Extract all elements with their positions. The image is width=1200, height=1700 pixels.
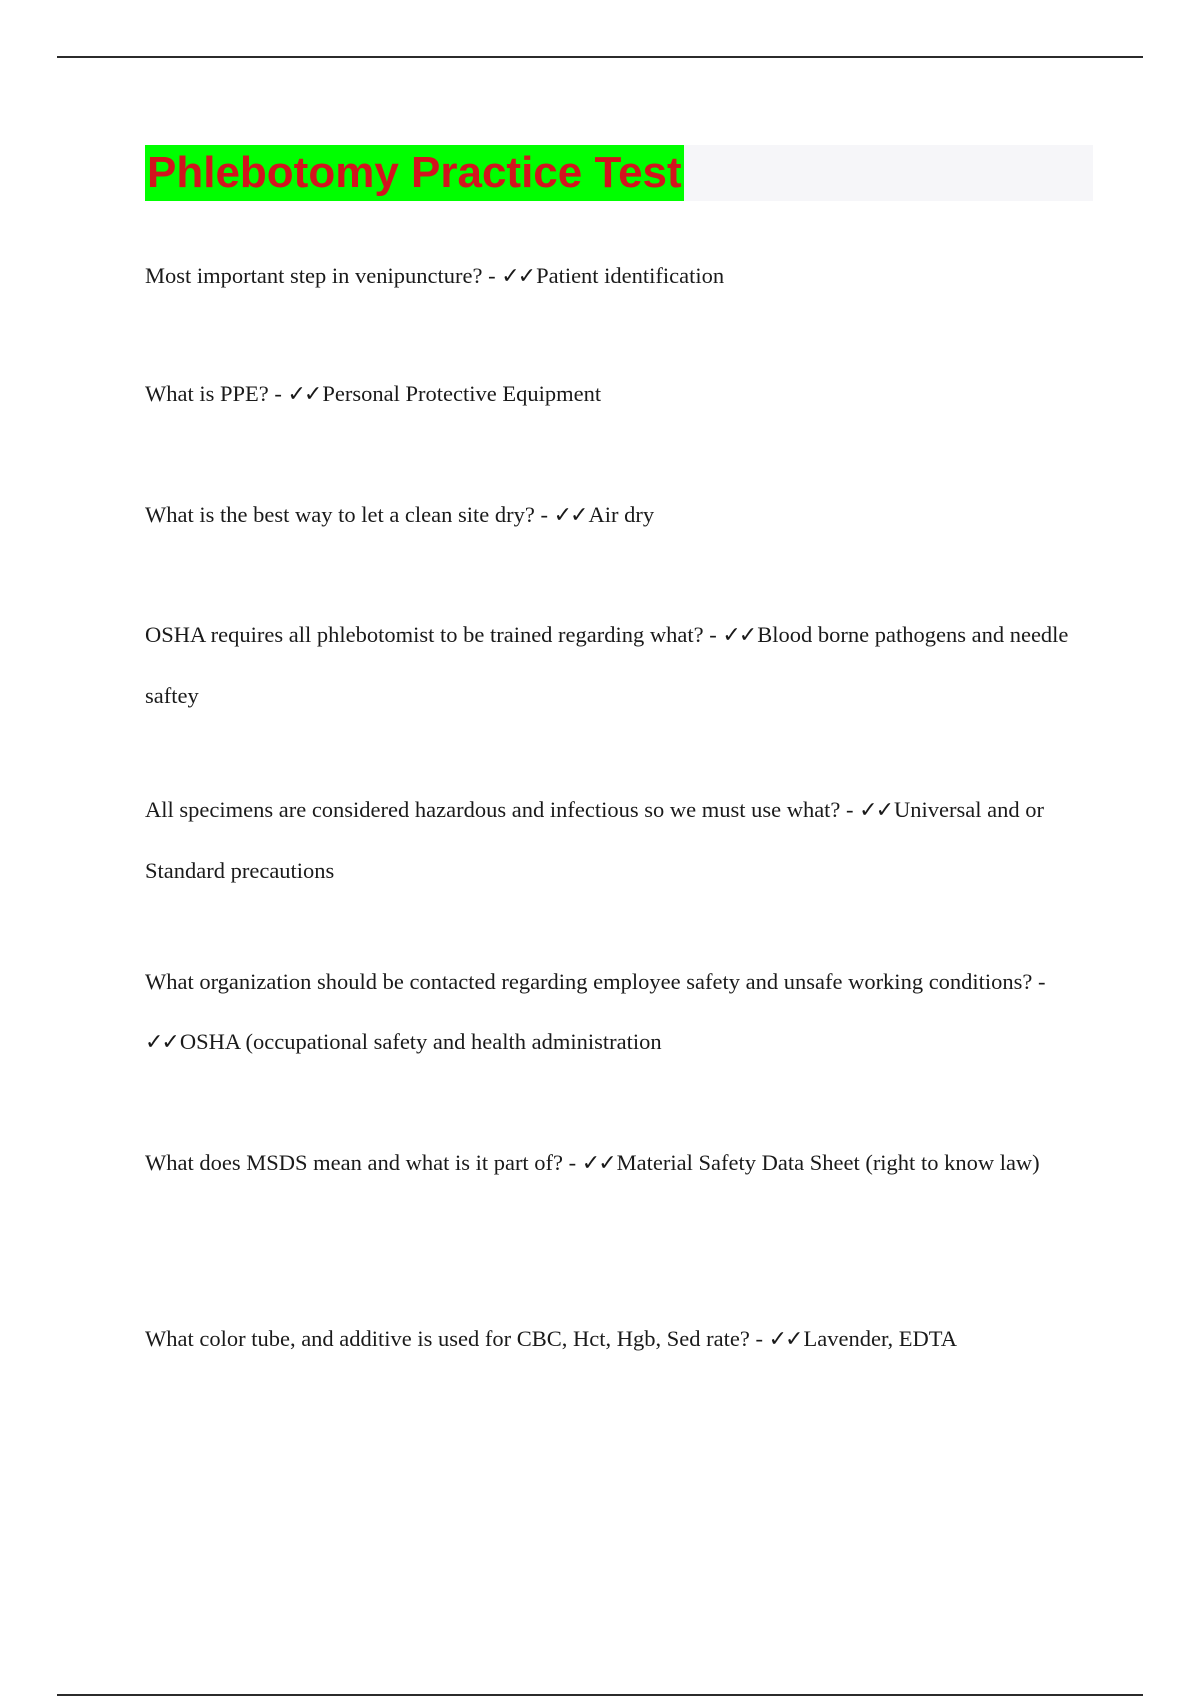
question-text: What is the best way to let a clean site dry?: [145, 502, 535, 527]
double-check-icon: ✓✓: [859, 798, 893, 823]
separator: -: [703, 622, 723, 647]
page-title: Phlebotomy Practice Test: [145, 145, 684, 201]
separator: -: [563, 1150, 582, 1175]
double-check-icon: ✓✓: [768, 1327, 802, 1352]
answer-text: Material Safety Data Sheet (right to know law): [616, 1150, 1040, 1175]
double-check-icon: ✓✓: [581, 1151, 615, 1176]
question-text: What organization should be contacted regarding employee safety and unsafe working conditions?: [145, 969, 1033, 994]
header-rule: [57, 56, 1143, 58]
qa-item-2: [145, 364, 1095, 425]
qa-item-1: [145, 246, 1095, 307]
separator: -: [749, 1326, 769, 1351]
answer-text: Blood borne pathogens and needle saftey: [145, 622, 1069, 708]
separator: -: [840, 797, 860, 822]
double-check-icon: ✓✓: [501, 264, 535, 289]
answer-text: Lavender, EDTA: [803, 1326, 957, 1351]
question-text: What is PPE?: [145, 381, 269, 406]
separator: -: [268, 381, 288, 406]
double-check-icon: ✓✓: [145, 1030, 178, 1055]
question-text: What does MSDS mean and what is it part of?: [145, 1150, 564, 1175]
question-text: OSHA requires all phlebotomist to be trained regarding what?: [145, 622, 704, 647]
qa-item-5: [145, 780, 1095, 901]
answer-text: Personal Protective Equipment: [322, 381, 602, 406]
answer-text: OSHA (occupational safety and health administration: [179, 1029, 662, 1054]
separator: -: [482, 263, 502, 288]
question-text: All specimens are considered hazardous and infectious so we must use what?: [145, 797, 841, 822]
separator: -: [534, 502, 554, 527]
qa-item-7: [145, 1133, 1095, 1194]
qa-item-4: [145, 605, 1095, 726]
double-check-icon: ✓✓: [722, 623, 756, 648]
separator: -: [1032, 969, 1046, 994]
answer-text: Universal and or Standard precautions: [145, 797, 1044, 883]
question-text: What color tube, and additive is used for CBC, Hct, Hgb, Sed rate?: [145, 1326, 750, 1351]
answer-text: Air dry: [588, 502, 655, 527]
qa-item-3: [145, 485, 1095, 546]
footer-rule: [57, 1694, 1143, 1696]
qa-item-8: [145, 1309, 1095, 1370]
answer-text: Patient identification: [536, 263, 725, 288]
question-text: Most important step in venipuncture?: [145, 263, 483, 288]
double-check-icon: ✓✓: [287, 382, 321, 407]
double-check-icon: ✓✓: [553, 503, 587, 528]
qa-item-6: [145, 952, 1095, 1073]
